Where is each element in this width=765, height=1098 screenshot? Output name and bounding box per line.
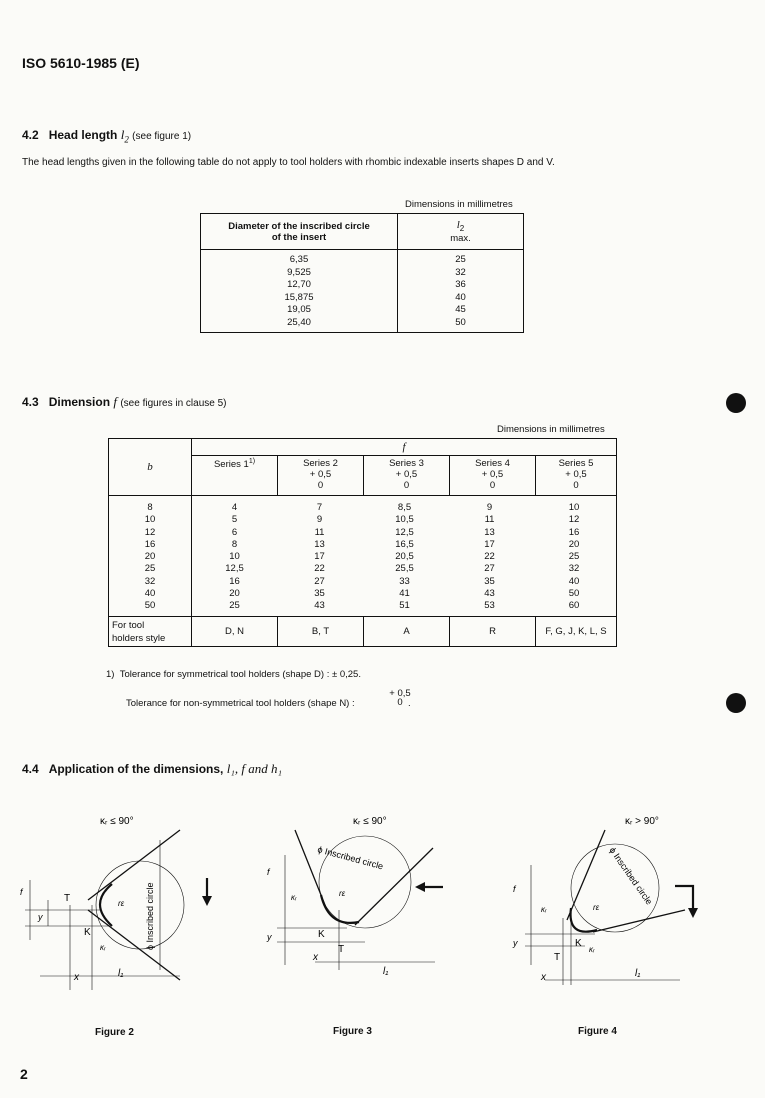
label-re: rε (118, 899, 125, 908)
section-symbols: l₁, f and h₁ (226, 761, 282, 776)
symbol: f (113, 394, 117, 409)
label-kr: κᵣ (100, 943, 106, 952)
table-cell: 5 (231, 514, 238, 526)
section-title: Dimension (48, 395, 111, 409)
table-cell: 13 (314, 538, 325, 550)
series-name: Series 1 (213, 459, 249, 471)
table-cell: 25 (568, 551, 580, 563)
table-cell: 11 (484, 514, 495, 526)
b-symbol: b (147, 461, 153, 473)
header-b (109, 439, 192, 496)
tolerance-upper: + 0,5 (389, 688, 411, 699)
label-circle: ϕ Inscribed circle (607, 845, 655, 907)
label-circle: ϕ Inscribed circle (145, 882, 155, 950)
table-cell: 51 (399, 600, 410, 612)
label-l1: l₁ (635, 968, 641, 979)
table-cell: 9 (486, 502, 493, 513)
table-cell: 40 (568, 575, 580, 587)
series-header (364, 456, 450, 496)
label-kr: κᵣ (291, 893, 297, 902)
section-title: Application of the dimensions, (48, 762, 224, 776)
table-cell: 53 (484, 600, 495, 612)
table-cell: 27 (314, 575, 325, 587)
cutting-edge (593, 910, 685, 932)
header-max: max. (450, 232, 471, 244)
punch-hole (726, 393, 746, 413)
label-x: x (313, 952, 318, 963)
label-kr-2: κᵣ (589, 945, 595, 954)
label-x: x (541, 972, 546, 983)
table-cell: 22 (484, 551, 495, 563)
label-K: K (84, 927, 91, 938)
table-cell: 35 (314, 588, 325, 600)
table-cell: 6,35 (289, 254, 309, 265)
table-cell: 25,40 (287, 316, 311, 328)
document-header: ISO 5610-1985 (E) (22, 55, 140, 71)
table-cell: 32 (568, 563, 580, 575)
section-4-3-heading (22, 394, 227, 410)
style-label-line1: For tool (112, 619, 145, 631)
footnote-1 (106, 669, 361, 680)
series-2-column (277, 502, 362, 613)
l2-subscript: 2 (459, 223, 465, 233)
footnote-text: Tolerance for symmetrical tool holders (shape D) : ± 0,25. (119, 669, 361, 680)
label-f: f (20, 887, 23, 897)
tolerance-lower: 0 (403, 480, 410, 491)
diameter-column (201, 250, 398, 333)
angle-label: κᵣ > 90° (625, 816, 659, 827)
series-header (450, 456, 536, 496)
section-4-4-heading (22, 761, 282, 777)
series-header (536, 456, 617, 496)
table-cell: 10 (568, 502, 580, 513)
table-cell: 25 (229, 600, 240, 612)
angle-label: κᵣ ≤ 90° (100, 816, 134, 827)
table-cell: 25,5 (395, 563, 414, 575)
table-cell: 45 (455, 304, 466, 315)
table-cell: 40 (144, 588, 156, 600)
table-cell: 11 (314, 526, 325, 538)
label-y: y (38, 912, 43, 922)
units-note-4-3: Dimensions in millimetres (497, 424, 605, 435)
section-4-2-text: The head lengths given in the following table do not apply to tool holders with rhombic indexable inserts shapes D and V. (22, 157, 555, 168)
style-label-line2: holders style (112, 632, 166, 644)
series-name: Series 2 (303, 458, 338, 469)
series-3-column (362, 502, 447, 613)
inscribed-circle (96, 861, 184, 949)
table-cell: 25 (144, 563, 156, 575)
table-cell: 50 (568, 588, 580, 600)
label-K: K (575, 938, 582, 949)
header-f (192, 439, 617, 456)
b-column (109, 496, 192, 617)
symbol: l (120, 127, 125, 142)
table-cell: 9 (316, 514, 323, 526)
header-diameter-line1: Diameter of the inscribed circle (228, 220, 370, 232)
figure-4-caption: Figure 4 (578, 1026, 617, 1037)
symbol-subscript: 2 (124, 134, 129, 145)
label-x: x (74, 972, 79, 983)
table-cell: 8,5 (397, 502, 412, 513)
table-cell: 4 (231, 502, 238, 513)
section-number: 4.3 (22, 395, 39, 409)
table-cell: 20 (568, 538, 580, 550)
feed-arrow (675, 886, 693, 910)
table-cell: 35 (484, 575, 495, 587)
label-T: T (554, 952, 561, 963)
table-cell: 43 (314, 600, 325, 612)
table-cell: 15,875 (284, 291, 314, 303)
style-cell: A (364, 616, 450, 646)
l2-column (398, 250, 524, 333)
style-cell: B, T (278, 616, 364, 646)
header-l2 (398, 214, 524, 250)
label-re: rε (593, 903, 600, 912)
label-y: y (513, 938, 518, 948)
tolerance-upper: + 0,5 (395, 469, 418, 480)
label-l1: l₁ (118, 968, 124, 979)
figure-3-drawing (255, 800, 510, 1020)
table-cell: 22 (314, 563, 325, 575)
table-cell: 32 (144, 575, 156, 587)
feed-arrow-head (202, 896, 212, 906)
table-cell: 50 (144, 600, 156, 612)
section-reference: (see figure 1) (132, 131, 192, 142)
table-cell: 6 (231, 526, 238, 538)
style-cell: F, G, J, K, L, S (536, 616, 617, 646)
series-4-column (447, 502, 532, 613)
label-kr: κᵣ (541, 905, 547, 914)
series-name: Series 3 (389, 458, 424, 469)
table-cell: 20 (144, 551, 156, 563)
label-T: T (64, 893, 71, 904)
label-f: f (513, 884, 516, 894)
page-number: 2 (20, 1066, 28, 1082)
table-cell: 19,05 (287, 304, 311, 315)
tolerance-lower: 0 (397, 697, 403, 708)
feed-arrow-head (688, 908, 698, 918)
f-symbol: f (402, 441, 406, 453)
footnote-2: Tolerance for non-symmetrical tool holders (shape N) : (126, 698, 355, 709)
tolerance-lower: 0 (489, 480, 496, 491)
l2-symbol: l (456, 219, 460, 232)
table-cell: 20,5 (395, 551, 414, 563)
label-y: y (267, 932, 272, 942)
label-circle: ϕ Inscribed circle (316, 844, 385, 872)
corner-radius (321, 895, 359, 923)
style-cell: D, N (192, 616, 278, 646)
series-header (278, 456, 364, 496)
table-cell: 16,5 (395, 538, 414, 550)
header-diameter (201, 214, 398, 250)
table-cell: 17 (314, 551, 325, 563)
punch-hole (726, 693, 746, 713)
table-cell: 20 (229, 588, 240, 600)
series-5-column (532, 502, 616, 613)
label-T: T (338, 944, 345, 955)
footnote-ref: 1) (248, 458, 256, 465)
section-4-2-heading (22, 127, 191, 144)
table-cell: 12 (144, 526, 156, 538)
section-reference: (see figures in clause 5) (120, 398, 227, 409)
tolerance-lower: 0 (573, 480, 579, 491)
table-cell: 43 (484, 588, 495, 600)
table-cell: 40 (455, 291, 466, 303)
table-cell: 60 (568, 600, 580, 612)
series-1-column (192, 502, 277, 613)
angle-label: κᵣ ≤ 90° (353, 816, 387, 827)
table-cell: 16 (144, 538, 156, 550)
section-title: Head length (48, 128, 118, 142)
style-label (109, 616, 192, 646)
tolerance-lower: 0 (317, 480, 324, 491)
table-cell: 32 (455, 266, 466, 278)
feed-arrow-head (415, 882, 425, 892)
figure-4-drawing (505, 800, 765, 1020)
tolerance-upper: + 0,5 (309, 469, 332, 480)
table-cell: 12,70 (287, 279, 311, 290)
footnote-marker: 1) (106, 669, 115, 680)
label-f: f (267, 867, 270, 877)
table-cell: 7 (316, 502, 323, 513)
figure-2-caption: Figure 2 (95, 1027, 134, 1038)
style-cell: R (450, 616, 536, 646)
label-l1: l₁ (383, 966, 389, 977)
table-cell: 16 (568, 526, 580, 538)
label-re: rε (339, 889, 346, 898)
figure-3-caption: Figure 3 (333, 1026, 372, 1037)
series-name: Series 4 (475, 458, 510, 469)
table-cell: 41 (399, 588, 410, 600)
table-cell: 8 (231, 538, 238, 550)
table-cell: 27 (484, 563, 495, 575)
series-values (192, 496, 617, 617)
table-cell: 9,525 (287, 266, 311, 278)
section-number: 4.4 (22, 762, 39, 776)
series-name: Series 5 (558, 458, 594, 469)
table-cell: 16 (229, 575, 240, 587)
table-cell: 12,5 (225, 563, 244, 575)
table-cell: 10 (229, 551, 240, 563)
table-cell: 36 (455, 279, 466, 290)
tolerance-upper: + 0,5 (565, 469, 587, 480)
table-cell: 50 (455, 316, 466, 328)
dimension-f-table (108, 438, 617, 647)
label-K: K (318, 929, 325, 940)
cutting-edge (88, 830, 180, 900)
table-cell: 10,5 (395, 514, 414, 526)
header-diameter-line2: of the insert (271, 231, 327, 243)
table-cell: 33 (399, 575, 410, 587)
table-cell: 12,5 (395, 526, 414, 538)
table-cell: 17 (484, 538, 495, 550)
table-cell: 25 (455, 254, 466, 265)
table-cell: 12 (568, 514, 580, 526)
table-cell: 8 (147, 502, 153, 513)
series-header (192, 456, 278, 496)
figure-2-drawing (0, 800, 255, 1020)
tolerance-upper: + 0,5 (481, 469, 504, 480)
units-note-4-2: Dimensions in millimetres (405, 199, 513, 210)
table-cell: 13 (484, 526, 495, 538)
footnote-period: . (408, 698, 411, 709)
table-cell: 10 (144, 514, 156, 526)
head-length-table (200, 213, 524, 333)
section-number: 4.2 (22, 128, 39, 142)
